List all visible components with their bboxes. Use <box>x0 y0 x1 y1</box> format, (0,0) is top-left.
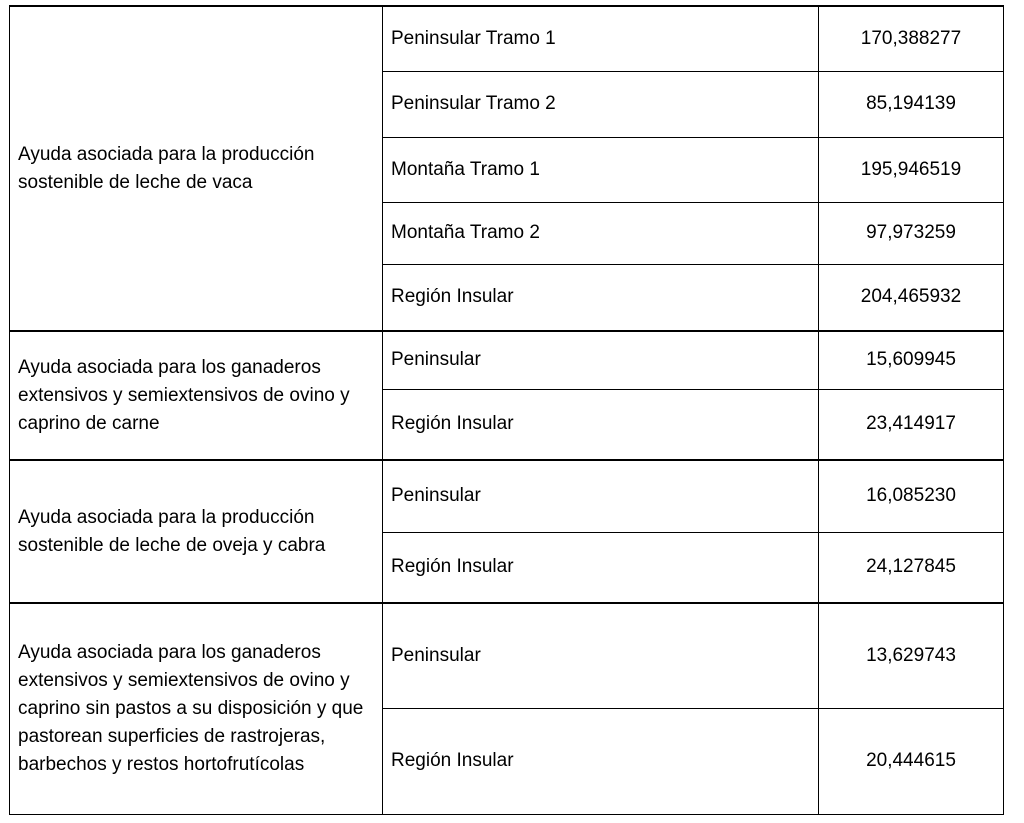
amount-cell: 16,085230 <box>819 460 1004 532</box>
region-cell: Peninsular Tramo 1 <box>383 6 819 71</box>
region-cell: Peninsular Tramo 2 <box>383 71 819 137</box>
table-row <box>10 6 1004 71</box>
region-cell: Peninsular <box>383 331 819 389</box>
amount-cell: 20,444615 <box>819 708 1004 814</box>
region-cell: Peninsular <box>383 603 819 708</box>
aid-amounts-table <box>9 5 1004 815</box>
amount-cell: 13,629743 <box>819 603 1004 708</box>
amount-cell: 15,609945 <box>819 331 1004 389</box>
amount-cell: 170,388277 <box>819 6 1004 71</box>
aid-type-cell: Ayuda asociada para la producción sostenible de leche de vaca <box>10 6 383 331</box>
amount-cell: 195,946519 <box>819 137 1004 202</box>
amount-cell: 85,194139 <box>819 71 1004 137</box>
aid-type-cell: Ayuda asociada para los ganaderos extensivos y semiextensivos de ovino y caprino de carne <box>10 331 383 460</box>
amount-cell: 24,127845 <box>819 532 1004 603</box>
amount-cell: 23,414917 <box>819 389 1004 460</box>
region-cell: Región Insular <box>383 264 819 331</box>
aid-type-cell: Ayuda asociada para la producción sostenible de leche de oveja y cabra <box>10 460 383 603</box>
region-cell: Montaña Tramo 1 <box>383 137 819 202</box>
table-row <box>10 331 1004 389</box>
region-cell: Región Insular <box>383 389 819 460</box>
region-cell: Región Insular <box>383 532 819 603</box>
amount-cell: 97,973259 <box>819 202 1004 264</box>
region-cell: Peninsular <box>383 460 819 532</box>
table-row <box>10 603 1004 708</box>
region-cell: Región Insular <box>383 708 819 814</box>
amount-cell: 204,465932 <box>819 264 1004 331</box>
table-row <box>10 460 1004 532</box>
region-cell: Montaña Tramo 2 <box>383 202 819 264</box>
aid-type-cell: Ayuda asociada para los ganaderos extensivos y semiextensivos de ovino y caprino sin pastos a su disposición y que pastorean superficies de rastrojeras, barbechos y restos hortofrutícolas <box>10 603 383 814</box>
